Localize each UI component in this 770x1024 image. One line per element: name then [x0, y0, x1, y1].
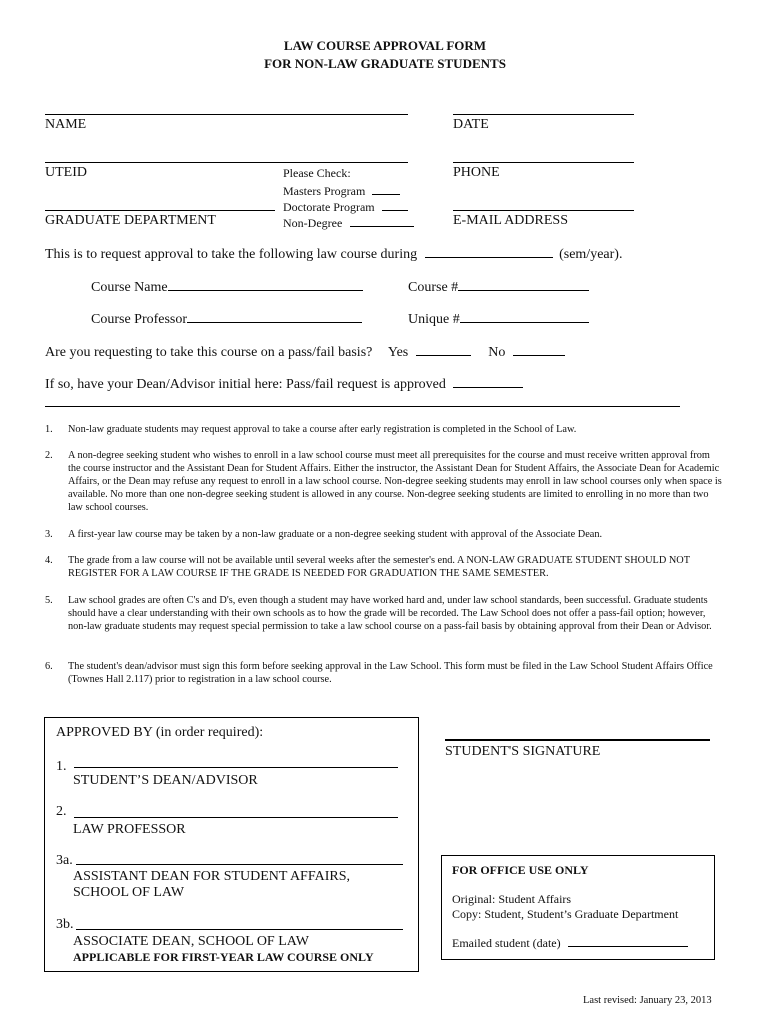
instruction-text: A first-year law course may be taken by a non-law graduate or a non-degree seeking student with approval of the Associate Dean. — [68, 529, 603, 540]
sem-year-suffix: (sem/year). — [559, 247, 623, 262]
office-use-box — [441, 855, 715, 960]
uteid-field[interactable] — [45, 162, 408, 163]
office-original: Original: Student Affairs — [452, 892, 572, 906]
course-number-row — [408, 278, 589, 296]
assistant-dean-label-1: ASSISTANT DEAN FOR STUDENT AFFAIRS, — [73, 869, 350, 884]
yes-label: Yes — [387, 345, 409, 360]
form-title-line1: LAW COURSE APPROVAL FORM — [283, 38, 487, 53]
masters-program-blank[interactable] — [372, 182, 400, 195]
dean-advisor-signature-field[interactable] — [74, 767, 398, 768]
dean-advisor-label: STUDENT’S DEAN/ADVISOR — [73, 773, 258, 788]
student-signature-field[interactable] — [445, 739, 710, 741]
approval-3b-number: 3b. — [56, 917, 74, 932]
request-text: This is to request approval to take the following law course during — [45, 247, 418, 262]
office-use-heading: FOR OFFICE USE ONLY — [452, 863, 589, 877]
instruction-number: 3. — [45, 529, 53, 540]
email-label: E-MAIL ADDRESS — [453, 213, 568, 228]
course-number-label: Course # — [408, 280, 459, 295]
unique-number-row — [408, 310, 589, 328]
email-field[interactable] — [453, 210, 634, 211]
phone-label: PHONE — [453, 165, 500, 180]
request-statement — [45, 245, 622, 263]
doctorate-program-blank[interactable] — [382, 198, 408, 211]
form-title-line2: FOR NON-LAW GRADUATE STUDENTS — [264, 56, 506, 71]
semester-year-field[interactable] — [425, 245, 553, 258]
dean-initial-field[interactable] — [453, 375, 523, 388]
assistant-dean-label-2: SCHOOL OF LAW — [73, 885, 185, 900]
masters-program-option[interactable] — [283, 182, 400, 199]
emailed-row — [452, 936, 688, 951]
dean-initial-text: If so, have your Dean/Advisor initial here: Pass/fail request is approved — [45, 377, 446, 392]
non-degree-label: Non-Degree — [283, 216, 343, 230]
approval-1-number: 1. — [56, 759, 67, 774]
name-label: NAME — [45, 117, 87, 132]
first-year-note: APPLICABLE FOR FIRST-YEAR LAW COURSE ONLY — [73, 950, 374, 964]
graduate-department-field[interactable] — [45, 210, 275, 211]
instruction-number: 6. — [45, 661, 53, 672]
please-check-label: Please Check: — [283, 166, 351, 180]
instruction-text: Non-law graduate students may request approval to take a course after early registration is completed in the School of Law. — [68, 424, 577, 435]
course-number-field[interactable] — [458, 278, 589, 291]
associate-dean-signature-field[interactable] — [76, 929, 403, 930]
passfail-question: Are you requesting to take this course on a pass/fail basis? — [45, 345, 373, 360]
course-name-field[interactable] — [168, 278, 363, 291]
law-professor-label: LAW PROFESSOR — [73, 822, 186, 837]
name-field[interactable] — [45, 114, 408, 115]
instruction-number: 4. — [45, 555, 53, 566]
approval-heading: APPROVED BY (in order required): — [56, 725, 264, 740]
date-label: DATE — [453, 117, 489, 132]
office-copy: Copy: Student, Student’s Graduate Department — [452, 907, 679, 921]
unique-number-label: Unique # — [408, 312, 460, 327]
instruction-text: The grade from a law course will not be available until several weeks after the semester's end. A NON-LAW GRADUATE STUDENT SHOULD NOT REGISTER FOR A LAW COURSE IF THE GRADE IS NEEDED FOR GRADUATION THE SAME SEMESTER. — [68, 555, 690, 579]
course-professor-field[interactable] — [187, 310, 362, 323]
instruction-number: 5. — [45, 595, 53, 606]
law-professor-signature-field[interactable] — [74, 817, 398, 818]
course-professor-row — [91, 310, 362, 328]
date-field[interactable] — [453, 114, 634, 115]
course-name-label: Course Name — [91, 280, 168, 295]
unique-number-field[interactable] — [460, 310, 589, 323]
assistant-dean-signature-field[interactable] — [76, 864, 403, 865]
no-label: No — [488, 345, 506, 360]
approval-2-number: 2. — [56, 804, 67, 819]
masters-program-label: Masters Program — [283, 184, 366, 198]
emailed-label: Emailed student (date) — [452, 936, 561, 950]
non-degree-blank[interactable] — [350, 214, 414, 227]
no-field[interactable] — [513, 343, 565, 356]
instruction-number: 1. — [45, 424, 53, 435]
emailed-date-field[interactable] — [568, 936, 688, 947]
dean-initial-row — [45, 375, 523, 393]
instruction-text: The student's dean/advisor must sign this form before seeking approval in the Law School. This form must be filed in the Law School Student Affairs Office (Townes Hall 2.117) prior to registration in a law school course. — [68, 661, 713, 685]
course-professor-label: Course Professor — [91, 312, 188, 327]
student-signature-label: STUDENT'S SIGNATURE — [445, 744, 601, 759]
instruction-text: Law school grades are often C's and D's, even though a student may have worked hard and, under law school standards, been successful. Graduate students should have a clear understanding with their own schools as to how the grade will be recorded. The Law School does not offer a pass-fail option; however, non-law graduate students may request special permission to take a law school course on a pass-fail basis by obtaining approval from their Dean or Advisor. — [68, 595, 712, 632]
last-revised: Last revised: January 23, 2013 — [583, 995, 712, 1006]
non-degree-option[interactable] — [283, 214, 414, 231]
passfail-question-row — [45, 343, 565, 361]
associate-dean-label: ASSOCIATE DEAN, SCHOOL OF LAW — [73, 934, 309, 949]
course-name-row — [91, 278, 363, 296]
phone-field[interactable] — [453, 162, 634, 163]
instruction-number: 2. — [45, 450, 53, 461]
yes-field[interactable] — [416, 343, 471, 356]
approval-3a-number: 3a. — [56, 853, 73, 868]
uteid-label: UTEID — [45, 165, 87, 180]
doctorate-program-option[interactable] — [283, 198, 408, 215]
graduate-department-label: GRADUATE DEPARTMENT — [45, 213, 216, 228]
doctorate-program-label: Doctorate Program — [283, 200, 375, 214]
instruction-text: A non-degree seeking student who wishes to enroll in a law school course must meet all prerequisites for the course and must receive written approval from the course instructor and the Assistant Dean for Student Affairs. Either the instructor, the Assistant Dean for Student Affairs, the Associate Dean for Academic Affairs, or the Dean may refuse any request to enroll in a law school course. Non-degree seeking students may enroll in law school courses only when space is available. No more than one non-degree seeking student is allowed in any course. Non-degree seeking students are limited to enrolling in no more than two law school courses. — [68, 450, 722, 513]
separator-line — [45, 406, 680, 407]
approval-box — [44, 717, 419, 972]
